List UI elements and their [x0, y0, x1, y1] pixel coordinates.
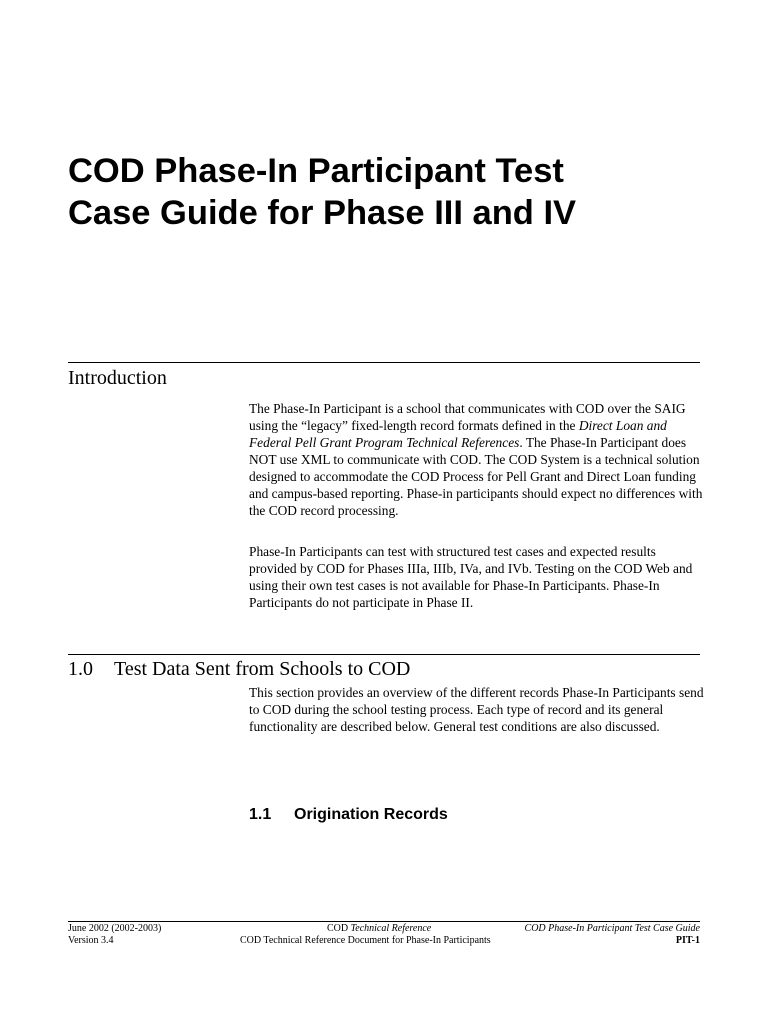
section-1-1-heading — [249, 805, 448, 825]
footer-guide-name: COD Phase-In Participant Test Case Guide — [524, 923, 700, 934]
section-1-rule — [68, 654, 700, 655]
introduction-paragraph-1-text-b: . The Phase-In Participant does NOT use XML to communicate with COD. The COD System is a technical solution designed to accommodate the COD Process for Pell Grant and Direct Loan funding and campus-based reporting. Phase-in participants should expect no differences with the COD record processing. — [249, 435, 703, 518]
introduction-paragraph-1-text-a: The Phase-In Participant is a school that communicates with COD over the SAIG using the “legacy” fixed-length record formats defined in the — [249, 401, 686, 433]
section-1-1-number: 1.1 — [249, 806, 272, 823]
section-1-number: 1.0 — [68, 658, 93, 680]
footer-cod-technical-reference — [327, 923, 431, 935]
section-1-heading — [68, 657, 410, 681]
introduction-rule — [68, 362, 700, 363]
technical-references-citation: Direct Loan and Federal Pell Grant Program Technical References — [249, 418, 667, 450]
footer-line-2 — [68, 935, 700, 947]
footer-date: June 2002 (2002-2003) — [68, 923, 162, 934]
introduction-paragraph-2: Phase-In Participants can test with structured test cases and expected results provided by COD for Phases IIIa, IIIb, IVa, and IVb. Testing on the COD Web and using their own test cases is not available for Phase-In Participants. Phase-In Participants do not participate in Phase II. — [249, 544, 693, 610]
footer-version: Version 3.4 — [68, 935, 114, 946]
introduction-paragraph-1 — [249, 400, 704, 519]
section-1-1-title: Origination Records — [294, 806, 448, 823]
footer-line-1 — [68, 923, 700, 935]
document-title-line-1: COD Phase-In Participant Test — [68, 152, 564, 190]
section-1-title: Test Data Sent from Schools to COD — [114, 658, 411, 680]
footer-cod-prefix: COD — [327, 923, 351, 934]
footer-document-name: COD Technical Reference Document for Phase-In Participants — [240, 935, 491, 946]
document-title-line-2: Case Guide for Phase III and IV — [68, 194, 577, 232]
page-footer — [68, 923, 700, 947]
introduction-heading: Introduction — [68, 367, 167, 389]
document-title — [68, 150, 708, 234]
footer-page-number: PIT-1 — [675, 935, 700, 946]
footer-tech-ref: Technical Reference — [350, 923, 432, 934]
section-1-paragraph: This section provides an overview of the different records Phase-In Participants send to COD during the school testing process. Each type of record and its general functionality are described below. General test conditions are also discussed. — [249, 685, 704, 734]
footer-rule — [68, 921, 700, 922]
